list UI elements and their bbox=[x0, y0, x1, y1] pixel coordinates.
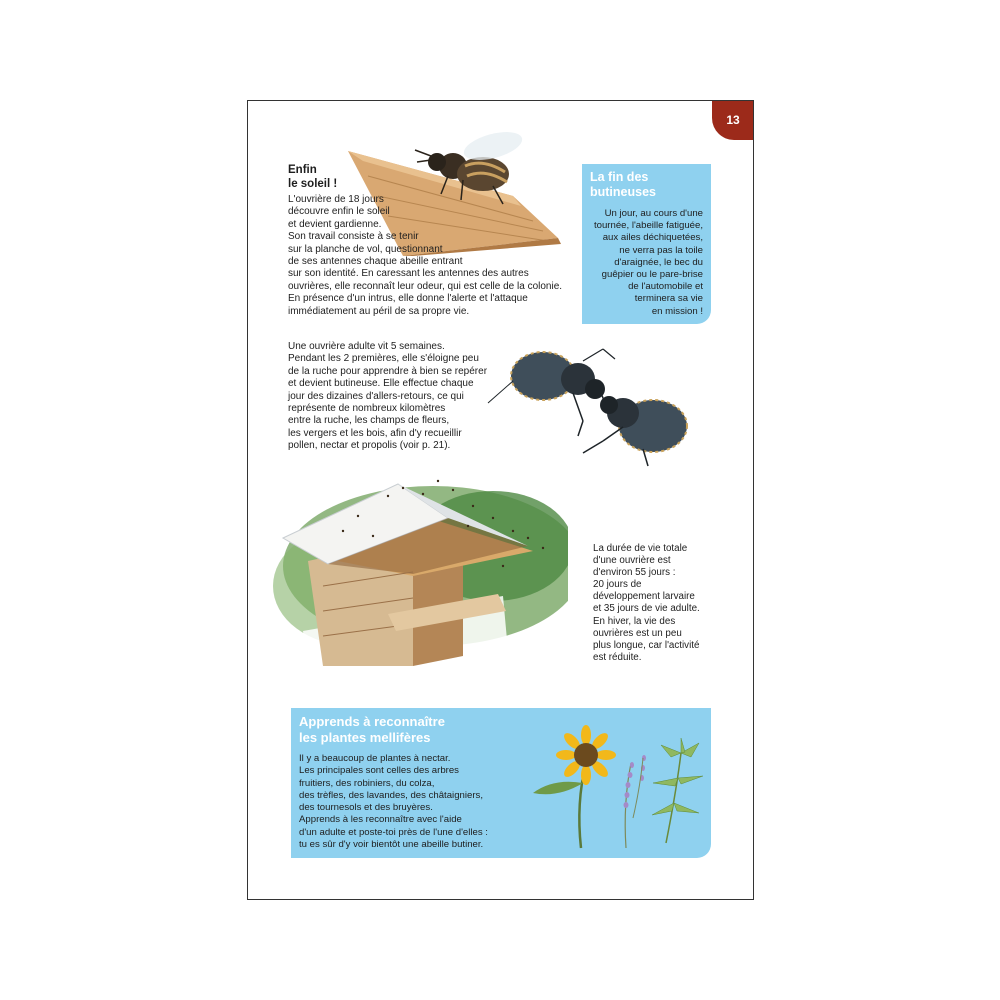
beehive-illustration bbox=[263, 476, 568, 666]
plants-box-title: Apprends à reconnaître les plantes mellifères bbox=[299, 714, 445, 745]
section-text-butineuse: Une ouvrière adulte vit 5 semaines. Pendant les 2 premières, elle s'éloigne peu de la ruche pour apprendre à bien se repérer et devient butineuse. Elle effectue chaque jour des dizaines d'allers-retours, ce qui représente de nombreux kilomètres entre la ruche, les champs de fleurs, les vergers et les bois, afin d'y recueillir pollen, nectar et propolis (voir p. 21). bbox=[288, 341, 488, 452]
melliferous-plants-illustration bbox=[531, 723, 706, 853]
section-text-duree-de-vie: La durée de vie totale d'une ouvrière est d'environ 55 jours : 20 jours de développement larvaire et 35 jours de vie adulte. En hiver, la vie des ouvrières est un peu plus longue, car l'activité est réduite. bbox=[593, 543, 700, 663]
two-bees-illustration bbox=[483, 341, 713, 471]
sidebar-box-fin-des-butineuses bbox=[582, 164, 711, 324]
plants-box bbox=[291, 708, 711, 858]
book-page bbox=[247, 100, 754, 900]
section-text-gardienne: L'ouvrière de 18 jours découvre enfin le soleil et devient gardienne. Son travail consiste à se tenir sur la planche de vol, questionnant de ses antennes chaque abeille entrant sur son identité. En caressant les antennes des autres ouvrières, elle reconnaît leur odeur, qui est celle de la colonie. En présence d'un intrus, elle donne l'alerte et l'attaque immédiatement au péril de sa propre vie. bbox=[288, 194, 563, 317]
sidebar-box-title: La fin des butineuses bbox=[590, 170, 656, 199]
plants-box-text: Il y a beaucoup de plantes à nectar. Les principales sont celles des arbres fruitiers, des robiniers, du colza, des trèfles, des lavandes, des châtaigniers, des tournesols et des bruyères. Apprends à les reconnaître avec l'aide d'un adulte et poste-toi près de l'une d'elles : tu es sûr d'y voir bientôt une abeille butiner. bbox=[299, 753, 488, 851]
page-number-tab: 13 bbox=[712, 100, 754, 140]
sidebar-box-text: Un jour, au cours d'une tournée, l'abeille fatiguée, aux ailes déchiquetées, ne verra pas la toile d'araignée, le bec du guêpier ou le pare-brise de l'automobile et terminera sa vie en mission ! bbox=[593, 208, 703, 317]
section-heading-enfin-le-soleil: Enfin le soleil ! bbox=[288, 164, 338, 190]
